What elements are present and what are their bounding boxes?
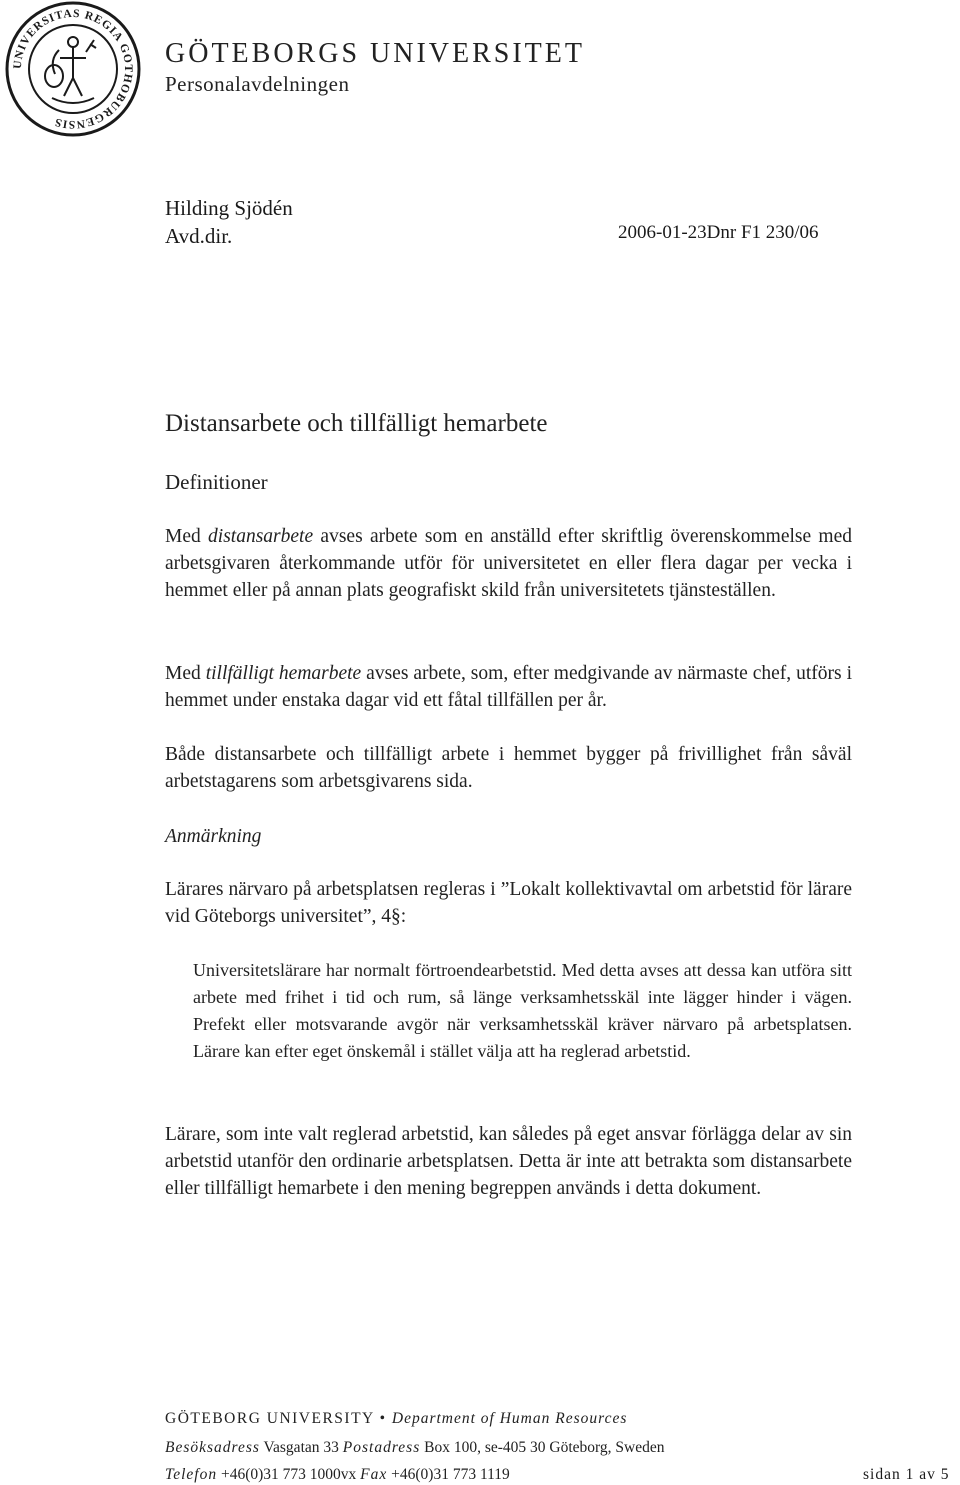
reference-line bbox=[618, 222, 819, 244]
footer-address: Besöksadress Vasgatan 33 Postadress Box 100, se-405 30 Göteborg, Sweden bbox=[165, 1439, 665, 1456]
university-seal-logo bbox=[4, 0, 142, 138]
sender-title: Avd.dir. bbox=[165, 224, 233, 248]
department-name: Personalavdelningen bbox=[165, 72, 350, 96]
document-dnr: Dnr F1 230/06 bbox=[706, 222, 819, 243]
paragraph-definition-distance-work: Med distansarbete avses arbete som en anställd efter skriftlig överenskommelse med arbetsgivaren återkommande utför för universitetet en eller flera dagar per vecka i hemmet eller på annan plats geografiskt skild från universitetets tjänsteställen. bbox=[165, 526, 852, 601]
document-date: 2006-01-23 bbox=[618, 222, 707, 243]
sender-block bbox=[165, 194, 293, 250]
footer-contact: Telefon +46(0)31 773 1000vx Fax +46(0)31 773 1119 bbox=[165, 1466, 510, 1483]
paragraph-conclusion: Lärare, som inte valt reglerad arbetstid, kan således på eget ansvar förlägga delar av sin arbetstid utanför den ordinarie arbetsplatsen. Detta är inte att betrakta som distansarbete eller tillfälligt hemarbete i den mening begreppen används i detta dokument. bbox=[165, 1124, 852, 1199]
university-name: GÖTEBORGS UNIVERSITET bbox=[165, 38, 585, 69]
note-heading: Anmärkning bbox=[165, 826, 262, 847]
term-distansarbete: distansarbete bbox=[208, 526, 314, 547]
document-title: Distansarbete och tillfälligt hemarbete bbox=[165, 410, 548, 437]
quoted-agreement: Universitetslärare har normalt förtroendearbetstid. Med detta avses att dessa kan utföra sitt arbete med frihet i tid och rum, så länge verksamhetsskäl inte lägger hinder i vägen. Prefekt eller motsvarande avgör när verksamhetsskäl kräver närvaro på arbetsplatsen. Lärare kan efter eget önskemål i stället välja att ha reglerad arbetstid. bbox=[193, 960, 852, 1061]
footer-organization: GÖTEBORG UNIVERSITY • Department of Human Resources bbox=[165, 1410, 628, 1427]
paragraph-teachers-presence: Lärares närvaro på arbetsplatsen regleras i ”Lokalt kollektivavtal om arbetstid för lärare vid Göteborgs universitet”, 4§: bbox=[165, 879, 852, 927]
sender-name: Hilding Sjödén bbox=[165, 196, 293, 220]
section-heading: Definitioner bbox=[165, 470, 268, 494]
page-number: sidan 1 av 5 bbox=[863, 1466, 950, 1483]
svg-text:UNIVERSITAS REGIA GOTHOBURGENS: UNIVERSITAS REGIA GOTHOBURGENSIS bbox=[11, 7, 135, 131]
term-tillfalligt-hemarbete: tillfälligt hemarbete bbox=[205, 663, 362, 684]
paragraph-voluntariness: Både distansarbete och tillfälligt arbete i hemmet bygger på frivillighet från såväl arbetstagarens som arbetsgivarens sida. bbox=[165, 744, 852, 792]
paragraph-definition-temporary-homework: Med tillfälligt hemarbete avses arbete, som, efter medgivande av närmaste chef, utförs i hemmet under enstaka dagar vid ett fåtal tillfällen per år. bbox=[165, 663, 852, 711]
